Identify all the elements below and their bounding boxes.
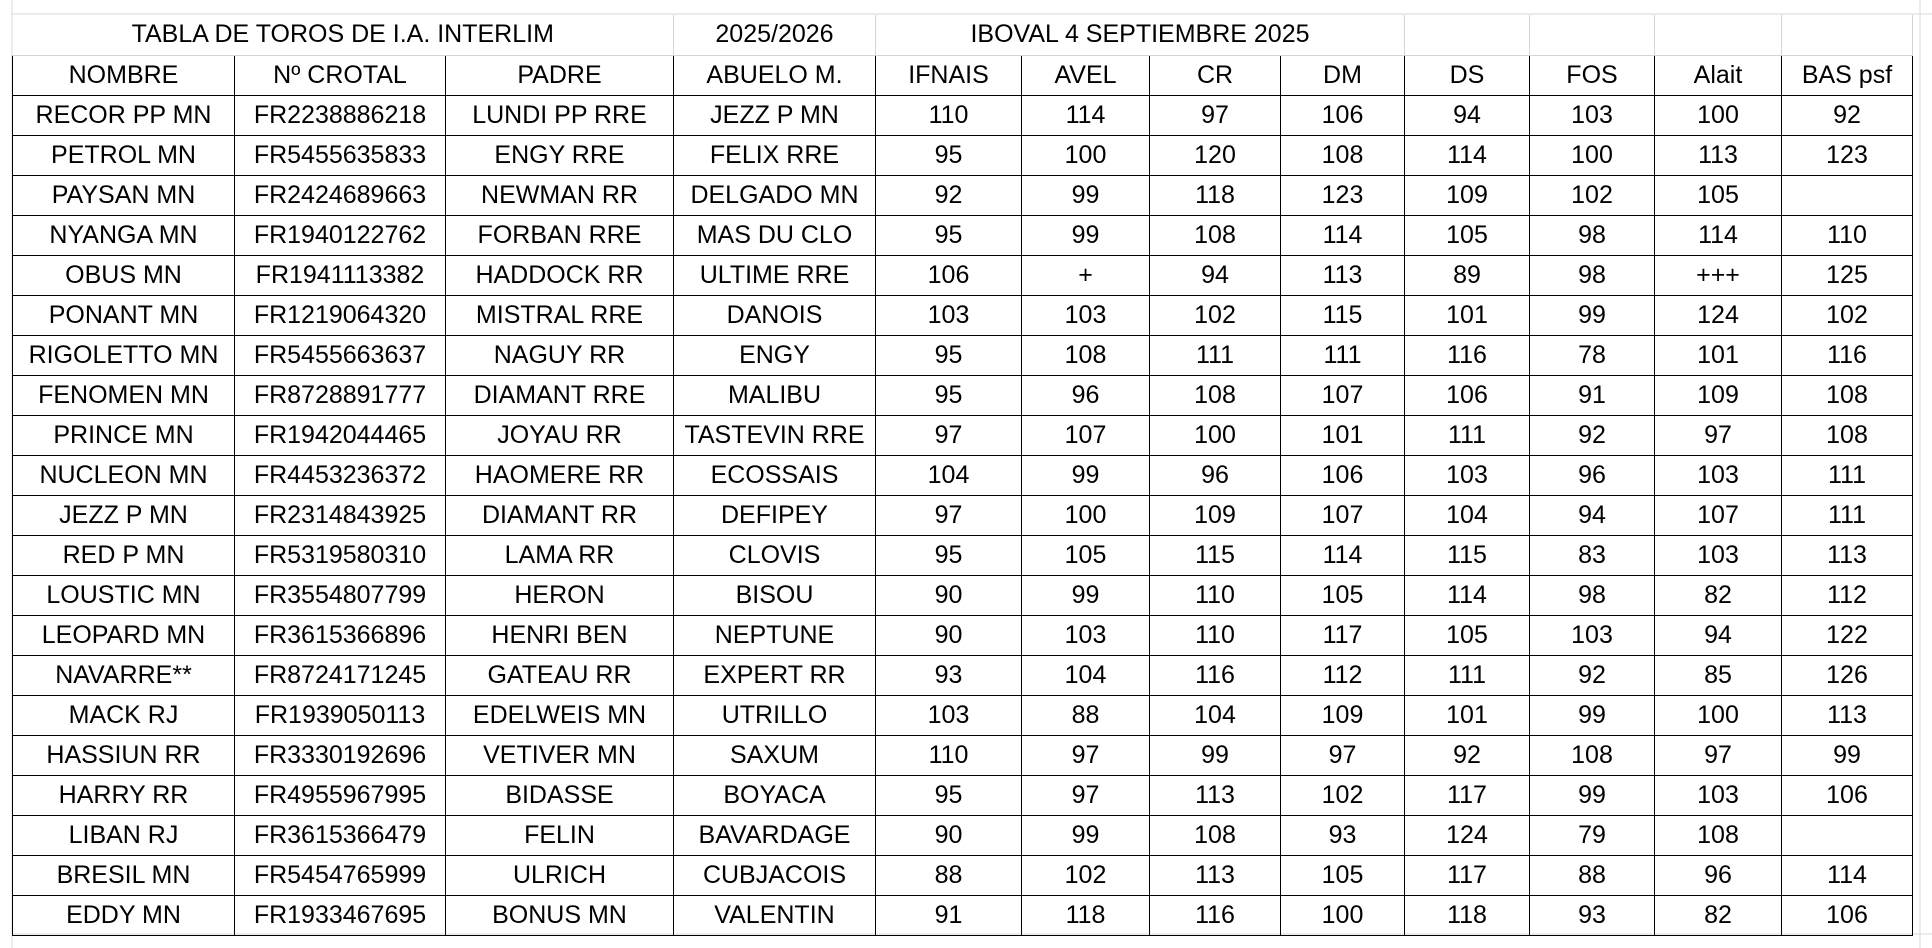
cell-bas[interactable]: 116 [1782, 335, 1913, 375]
cell-nombre[interactable]: PETROL MN [13, 135, 235, 175]
cell-bas[interactable]: 114 [1782, 855, 1913, 895]
cell-fos[interactable]: 92 [1530, 415, 1655, 455]
empty-cell[interactable] [1655, 15, 1782, 55]
cell-ds[interactable]: 116 [1405, 335, 1530, 375]
cell-ifnais[interactable]: 90 [876, 815, 1022, 855]
cell-ifnais[interactable]: 110 [876, 95, 1022, 135]
cell-abuelo[interactable]: VALENTIN [674, 895, 876, 935]
cell-bas[interactable]: 126 [1782, 655, 1913, 695]
column-header-avel[interactable]: AVEL [1022, 55, 1150, 95]
cell-avel[interactable]: 96 [1022, 375, 1150, 415]
cell-cr[interactable]: 120 [1150, 135, 1281, 175]
cell-abuelo[interactable]: CUBJACOIS [674, 855, 876, 895]
cell-nombre[interactable]: FENOMEN MN [13, 375, 235, 415]
cell-ifnais[interactable]: 97 [876, 495, 1022, 535]
cell-bas[interactable] [1782, 175, 1913, 215]
cell-nombre[interactable]: NAVARRE** [13, 655, 235, 695]
cell-fos[interactable]: 100 [1530, 135, 1655, 175]
cell-cr[interactable]: 110 [1150, 615, 1281, 655]
cell-dm[interactable]: 106 [1281, 95, 1405, 135]
column-header-padre[interactable]: PADRE [446, 55, 674, 95]
cell-ifnais[interactable]: 95 [876, 135, 1022, 175]
cell-padre[interactable]: BIDASSE [446, 775, 674, 815]
cell-cr[interactable]: 109 [1150, 495, 1281, 535]
cell-abuelo[interactable]: DELGADO MN [674, 175, 876, 215]
table-row [13, 135, 1913, 175]
cell-avel[interactable]: 100 [1022, 135, 1150, 175]
cell-alait[interactable]: 97 [1655, 415, 1782, 455]
cell-cr[interactable]: 115 [1150, 535, 1281, 575]
cell-cr[interactable]: 94 [1150, 255, 1281, 295]
cell-cr[interactable]: 118 [1150, 175, 1281, 215]
cell-abuelo[interactable]: ENGY [674, 335, 876, 375]
cell-avel[interactable]: 104 [1022, 655, 1150, 695]
cell-alait[interactable]: 109 [1655, 375, 1782, 415]
cell-crotal[interactable]: FR3615366896 [235, 615, 446, 655]
cell-dm[interactable]: 109 [1281, 695, 1405, 735]
cell-padre[interactable]: HERON [446, 575, 674, 615]
cell-alait[interactable]: 113 [1655, 135, 1782, 175]
cell-cr[interactable]: 108 [1150, 375, 1281, 415]
cell-ifnais[interactable]: 90 [876, 615, 1022, 655]
bull-table [12, 15, 1913, 936]
cell-dm[interactable]: 101 [1281, 415, 1405, 455]
cell-ifnais[interactable]: 90 [876, 575, 1022, 615]
cell-fos[interactable]: 99 [1530, 695, 1655, 735]
index-label[interactable]: IBOVAL 4 SEPTIEMBRE 2025 [876, 15, 1405, 55]
cell-padre[interactable]: FORBAN RRE [446, 215, 674, 255]
cell-fos[interactable]: 78 [1530, 335, 1655, 375]
cell-fos[interactable]: 92 [1530, 655, 1655, 695]
table-row [13, 495, 1913, 535]
cell-crotal[interactable]: FR5455663637 [235, 335, 446, 375]
cell-nombre[interactable]: NYANGA MN [13, 215, 235, 255]
cell-abuelo[interactable]: TASTEVIN RRE [674, 415, 876, 455]
cell-alait[interactable]: 108 [1655, 815, 1782, 855]
cell-avel[interactable]: 97 [1022, 735, 1150, 775]
column-header-dm[interactable]: DM [1281, 55, 1405, 95]
cell-alait[interactable]: 100 [1655, 95, 1782, 135]
cell-alait[interactable]: 114 [1655, 215, 1782, 255]
column-header-fos[interactable]: FOS [1530, 55, 1655, 95]
cell-dm[interactable]: 112 [1281, 655, 1405, 695]
cell-dm[interactable]: 111 [1281, 335, 1405, 375]
cell-avel[interactable]: 99 [1022, 455, 1150, 495]
cell-nombre[interactable]: JEZZ P MN [13, 495, 235, 535]
cell-crotal[interactable]: FR4453236372 [235, 455, 446, 495]
cell-alait[interactable]: 96 [1655, 855, 1782, 895]
cell-dm[interactable]: 105 [1281, 575, 1405, 615]
cell-abuelo[interactable]: MAS DU CLO [674, 215, 876, 255]
cell-alait[interactable]: 107 [1655, 495, 1782, 535]
cell-ifnais[interactable]: 97 [876, 415, 1022, 455]
title-row [13, 15, 1913, 55]
cell-avel[interactable]: 107 [1022, 415, 1150, 455]
cell-abuelo[interactable]: UTRILLO [674, 695, 876, 735]
cell-bas[interactable]: 122 [1782, 615, 1913, 655]
cell-dm[interactable]: 114 [1281, 215, 1405, 255]
cell-fos[interactable]: 103 [1530, 615, 1655, 655]
cell-padre[interactable]: DIAMANT RR [446, 495, 674, 535]
cell-padre[interactable]: ENGY RRE [446, 135, 674, 175]
table-row [13, 335, 1913, 375]
cell-avel[interactable]: 103 [1022, 295, 1150, 335]
cell-ds[interactable]: 105 [1405, 615, 1530, 655]
table-row [13, 895, 1913, 935]
cell-crotal[interactable]: FR1941113382 [235, 255, 446, 295]
cell-ifnais[interactable]: 95 [876, 375, 1022, 415]
cell-ds[interactable]: 117 [1405, 775, 1530, 815]
empty-cell[interactable] [1782, 15, 1913, 55]
cell-fos[interactable]: 99 [1530, 775, 1655, 815]
cell-cr[interactable]: 96 [1150, 455, 1281, 495]
cell-dm[interactable]: 100 [1281, 895, 1405, 935]
cell-padre[interactable]: HADDOCK RR [446, 255, 674, 295]
cell-dm[interactable]: 106 [1281, 455, 1405, 495]
cell-padre[interactable]: LUNDI PP RRE [446, 95, 674, 135]
cell-dm[interactable]: 107 [1281, 375, 1405, 415]
cell-nombre[interactable]: NUCLEON MN [13, 455, 235, 495]
column-header-cr[interactable]: CR [1150, 55, 1281, 95]
cell-nombre[interactable]: RIGOLETTO MN [13, 335, 235, 375]
table-row [13, 735, 1913, 775]
cell-avel[interactable]: 99 [1022, 175, 1150, 215]
cell-abuelo[interactable]: FELIX RRE [674, 135, 876, 175]
cell-ifnais[interactable]: 95 [876, 215, 1022, 255]
cell-ifnais[interactable]: 88 [876, 855, 1022, 895]
table-row [13, 375, 1913, 415]
cell-crotal[interactable]: FR2424689663 [235, 175, 446, 215]
cell-crotal[interactable]: FR1933467695 [235, 895, 446, 935]
cell-alait[interactable]: +++ [1655, 255, 1782, 295]
cell-cr[interactable]: 102 [1150, 295, 1281, 335]
cell-fos[interactable]: 83 [1530, 535, 1655, 575]
column-header-ifnais[interactable]: IFNAIS [876, 55, 1022, 95]
cell-cr[interactable]: 113 [1150, 775, 1281, 815]
cell-avel[interactable]: 114 [1022, 95, 1150, 135]
column-header-crotal[interactable]: Nº CROTAL [235, 55, 446, 95]
table-row [13, 775, 1913, 815]
cell-abuelo[interactable]: CLOVIS [674, 535, 876, 575]
cell-bas[interactable]: 111 [1782, 495, 1913, 535]
cell-dm[interactable]: 97 [1281, 735, 1405, 775]
cell-alait[interactable]: 100 [1655, 695, 1782, 735]
cell-dm[interactable]: 102 [1281, 775, 1405, 815]
cell-ds[interactable]: 111 [1405, 415, 1530, 455]
cell-nombre[interactable]: RECOR PP MN [13, 95, 235, 135]
cell-bas[interactable]: 108 [1782, 415, 1913, 455]
cell-ds[interactable]: 105 [1405, 215, 1530, 255]
cell-nombre[interactable]: LEOPARD MN [13, 615, 235, 655]
cell-fos[interactable]: 98 [1530, 575, 1655, 615]
cell-bas[interactable]: 99 [1782, 735, 1913, 775]
cell-alait[interactable]: 103 [1655, 455, 1782, 495]
cell-alait[interactable]: 94 [1655, 615, 1782, 655]
cell-cr[interactable]: 108 [1150, 815, 1281, 855]
cell-padre[interactable]: FELIN [446, 815, 674, 855]
table-row [13, 535, 1913, 575]
table-row [13, 815, 1913, 855]
cell-crotal[interactable]: FR5454765999 [235, 855, 446, 895]
cell-bas[interactable] [1782, 815, 1913, 855]
cell-nombre[interactable]: EDDY MN [13, 895, 235, 935]
cell-padre[interactable]: DIAMANT RRE [446, 375, 674, 415]
cell-dm[interactable]: 93 [1281, 815, 1405, 855]
cell-padre[interactable]: EDELWEIS MN [446, 695, 674, 735]
cell-cr[interactable]: 110 [1150, 575, 1281, 615]
cell-fos[interactable]: 98 [1530, 215, 1655, 255]
table-title[interactable]: TABLA DE TOROS DE I.A. INTERLIM [13, 15, 674, 55]
cell-bas[interactable]: 110 [1782, 215, 1913, 255]
cell-avel[interactable]: 103 [1022, 615, 1150, 655]
cell-fos[interactable]: 98 [1530, 255, 1655, 295]
cell-ifnais[interactable]: 91 [876, 895, 1022, 935]
cell-avel[interactable]: 88 [1022, 695, 1150, 735]
cell-fos[interactable]: 93 [1530, 895, 1655, 935]
cell-alait[interactable]: 82 [1655, 575, 1782, 615]
table-row [13, 255, 1913, 295]
cell-ifnais[interactable]: 106 [876, 255, 1022, 295]
cell-padre[interactable]: GATEAU RR [446, 655, 674, 695]
cell-bas[interactable]: 125 [1782, 255, 1913, 295]
table-row [13, 415, 1913, 455]
cell-ifnais[interactable]: 103 [876, 295, 1022, 335]
cell-padre[interactable]: NEWMAN RR [446, 175, 674, 215]
cell-abuelo[interactable]: SAXUM [674, 735, 876, 775]
table-row [13, 615, 1913, 655]
cell-abuelo[interactable]: JEZZ P MN [674, 95, 876, 135]
cell-crotal[interactable]: FR1940122762 [235, 215, 446, 255]
cell-alait[interactable]: 82 [1655, 895, 1782, 935]
cell-alait[interactable]: 103 [1655, 535, 1782, 575]
cell-fos[interactable]: 94 [1530, 495, 1655, 535]
cell-crotal[interactable]: FR1219064320 [235, 295, 446, 335]
cell-alait[interactable]: 124 [1655, 295, 1782, 335]
cell-crotal[interactable]: FR3615366479 [235, 815, 446, 855]
empty-cell[interactable] [1405, 15, 1530, 55]
cell-dm[interactable]: 108 [1281, 135, 1405, 175]
table-row [13, 175, 1913, 215]
cell-crotal[interactable]: FR1942044465 [235, 415, 446, 455]
cell-avel[interactable]: 99 [1022, 215, 1150, 255]
table-row [13, 295, 1913, 335]
cell-ifnais[interactable]: 110 [876, 735, 1022, 775]
cell-padre[interactable]: ULRICH [446, 855, 674, 895]
cell-dm[interactable]: 115 [1281, 295, 1405, 335]
cell-padre[interactable]: BONUS MN [446, 895, 674, 935]
cell-padre[interactable]: LAMA RR [446, 535, 674, 575]
cell-ds[interactable]: 94 [1405, 95, 1530, 135]
cell-fos[interactable]: 102 [1530, 175, 1655, 215]
cell-crotal[interactable]: FR2314843925 [235, 495, 446, 535]
cell-padre[interactable]: MISTRAL RRE [446, 295, 674, 335]
cell-nombre[interactable]: LOUSTIC MN [13, 575, 235, 615]
cell-cr[interactable]: 99 [1150, 735, 1281, 775]
cell-fos[interactable]: 103 [1530, 95, 1655, 135]
cell-dm[interactable]: 123 [1281, 175, 1405, 215]
column-header-ds[interactable]: DS [1405, 55, 1530, 95]
cell-alait[interactable]: 103 [1655, 775, 1782, 815]
cell-ds[interactable]: 92 [1405, 735, 1530, 775]
cell-abuelo[interactable]: MALIBU [674, 375, 876, 415]
cell-dm[interactable]: 114 [1281, 535, 1405, 575]
column-header-alait[interactable]: Alait [1655, 55, 1782, 95]
cell-ds[interactable]: 103 [1405, 455, 1530, 495]
cell-fos[interactable]: 91 [1530, 375, 1655, 415]
cell-abuelo[interactable]: NEPTUNE [674, 615, 876, 655]
cell-alait[interactable]: 97 [1655, 735, 1782, 775]
cell-avel[interactable]: 108 [1022, 335, 1150, 375]
cell-nombre[interactable]: LIBAN RJ [13, 815, 235, 855]
cell-cr[interactable]: 111 [1150, 335, 1281, 375]
cell-dm[interactable]: 105 [1281, 855, 1405, 895]
cell-cr[interactable]: 113 [1150, 855, 1281, 895]
cell-bas[interactable]: 112 [1782, 575, 1913, 615]
cell-avel[interactable]: 118 [1022, 895, 1150, 935]
table-row [13, 855, 1913, 895]
cell-fos[interactable]: 88 [1530, 855, 1655, 895]
cell-cr[interactable]: 104 [1150, 695, 1281, 735]
cell-padre[interactable]: NAGUY RR [446, 335, 674, 375]
cell-bas[interactable]: 111 [1782, 455, 1913, 495]
cell-ds[interactable]: 89 [1405, 255, 1530, 295]
cell-avel[interactable]: 100 [1022, 495, 1150, 535]
cell-alait[interactable]: 85 [1655, 655, 1782, 695]
cell-cr[interactable]: 116 [1150, 895, 1281, 935]
cell-cr[interactable]: 116 [1150, 655, 1281, 695]
cell-abuelo[interactable]: DEFIPEY [674, 495, 876, 535]
cell-avel[interactable]: 102 [1022, 855, 1150, 895]
cell-nombre[interactable]: PONANT MN [13, 295, 235, 335]
cell-ds[interactable]: 101 [1405, 295, 1530, 335]
cell-abuelo[interactable]: BISOU [674, 575, 876, 615]
cell-bas[interactable]: 108 [1782, 375, 1913, 415]
season-label[interactable]: 2025/2026 [674, 15, 876, 55]
cell-padre[interactable]: HENRI BEN [446, 615, 674, 655]
cell-avel[interactable]: 99 [1022, 815, 1150, 855]
table-row [13, 455, 1913, 495]
cell-padre[interactable]: HAOMERE RR [446, 455, 674, 495]
cell-nombre[interactable]: OBUS MN [13, 255, 235, 295]
cell-nombre[interactable]: PRINCE MN [13, 415, 235, 455]
cell-padre[interactable]: VETIVER MN [446, 735, 674, 775]
cell-ifnais[interactable]: 95 [876, 535, 1022, 575]
cell-ifnais[interactable]: 104 [876, 455, 1022, 495]
cell-abuelo[interactable]: DANOIS [674, 295, 876, 335]
cell-abuelo[interactable]: BOYACA [674, 775, 876, 815]
cell-ds[interactable]: 111 [1405, 655, 1530, 695]
cell-crotal[interactable]: FR3330192696 [235, 735, 446, 775]
cell-ds[interactable]: 118 [1405, 895, 1530, 935]
cell-ds[interactable]: 101 [1405, 695, 1530, 735]
cell-avel[interactable]: + [1022, 255, 1150, 295]
empty-cell[interactable] [1530, 15, 1655, 55]
cell-crotal[interactable]: FR2238886218 [235, 95, 446, 135]
cell-ds[interactable]: 124 [1405, 815, 1530, 855]
cell-crotal[interactable]: FR3554807799 [235, 575, 446, 615]
table-row [13, 215, 1913, 255]
cell-ifnais[interactable]: 95 [876, 775, 1022, 815]
cell-crotal[interactable]: FR8728891777 [235, 375, 446, 415]
cell-ifnais[interactable]: 92 [876, 175, 1022, 215]
cell-ifnais[interactable]: 93 [876, 655, 1022, 695]
cell-cr[interactable]: 97 [1150, 95, 1281, 135]
cell-abuelo[interactable]: BAVARDAGE [674, 815, 876, 855]
cell-bas[interactable]: 106 [1782, 895, 1913, 935]
cell-ds[interactable]: 117 [1405, 855, 1530, 895]
cell-alait[interactable]: 101 [1655, 335, 1782, 375]
cell-avel[interactable]: 99 [1022, 575, 1150, 615]
cell-nombre[interactable]: HARRY RR [13, 775, 235, 815]
cell-ds[interactable]: 114 [1405, 135, 1530, 175]
cell-fos[interactable]: 79 [1530, 815, 1655, 855]
cell-crotal[interactable]: FR5319580310 [235, 535, 446, 575]
cell-nombre[interactable]: MACK RJ [13, 695, 235, 735]
cell-bas[interactable]: 106 [1782, 775, 1913, 815]
cell-nombre[interactable]: RED P MN [13, 535, 235, 575]
cell-ds[interactable]: 109 [1405, 175, 1530, 215]
cell-crotal[interactable]: FR4955967995 [235, 775, 446, 815]
table-row [13, 655, 1913, 695]
cell-ifnais[interactable]: 103 [876, 695, 1022, 735]
cell-nombre[interactable]: PAYSAN MN [13, 175, 235, 215]
cell-ds[interactable]: 104 [1405, 495, 1530, 535]
cell-ds[interactable]: 106 [1405, 375, 1530, 415]
cell-fos[interactable]: 96 [1530, 455, 1655, 495]
cell-crotal[interactable]: FR5455635833 [235, 135, 446, 175]
cell-nombre[interactable]: BRESIL MN [13, 855, 235, 895]
cell-crotal[interactable]: FR8724171245 [235, 655, 446, 695]
table-row [13, 95, 1913, 135]
cell-fos[interactable]: 99 [1530, 295, 1655, 335]
header-row [13, 55, 1913, 95]
cell-alait[interactable]: 105 [1655, 175, 1782, 215]
cell-avel[interactable]: 97 [1022, 775, 1150, 815]
cell-dm[interactable]: 113 [1281, 255, 1405, 295]
cell-ds[interactable]: 115 [1405, 535, 1530, 575]
table-row [13, 695, 1913, 735]
cell-bas[interactable]: 113 [1782, 535, 1913, 575]
cell-bas[interactable]: 113 [1782, 695, 1913, 735]
cell-avel[interactable]: 105 [1022, 535, 1150, 575]
cell-crotal[interactable]: FR1939050113 [235, 695, 446, 735]
cell-dm[interactable]: 117 [1281, 615, 1405, 655]
column-header-nombre[interactable]: NOMBRE [13, 55, 235, 95]
cell-bas[interactable]: 102 [1782, 295, 1913, 335]
cell-ifnais[interactable]: 95 [876, 335, 1022, 375]
cell-fos[interactable]: 108 [1530, 735, 1655, 775]
cell-cr[interactable]: 108 [1150, 215, 1281, 255]
cell-dm[interactable]: 107 [1281, 495, 1405, 535]
table-row [13, 575, 1913, 615]
cell-ds[interactable]: 114 [1405, 575, 1530, 615]
column-header-abuelo[interactable]: ABUELO M. [674, 55, 876, 95]
cell-nombre[interactable]: HASSIUN RR [13, 735, 235, 775]
cell-abuelo[interactable]: EXPERT RR [674, 655, 876, 695]
cell-padre[interactable]: JOYAU RR [446, 415, 674, 455]
column-header-bas[interactable]: BAS psf [1782, 55, 1913, 95]
cell-bas[interactable]: 92 [1782, 95, 1913, 135]
cell-bas[interactable]: 123 [1782, 135, 1913, 175]
cell-abuelo[interactable]: ULTIME RRE [674, 255, 876, 295]
cell-cr[interactable]: 100 [1150, 415, 1281, 455]
cell-abuelo[interactable]: ECOSSAIS [674, 455, 876, 495]
